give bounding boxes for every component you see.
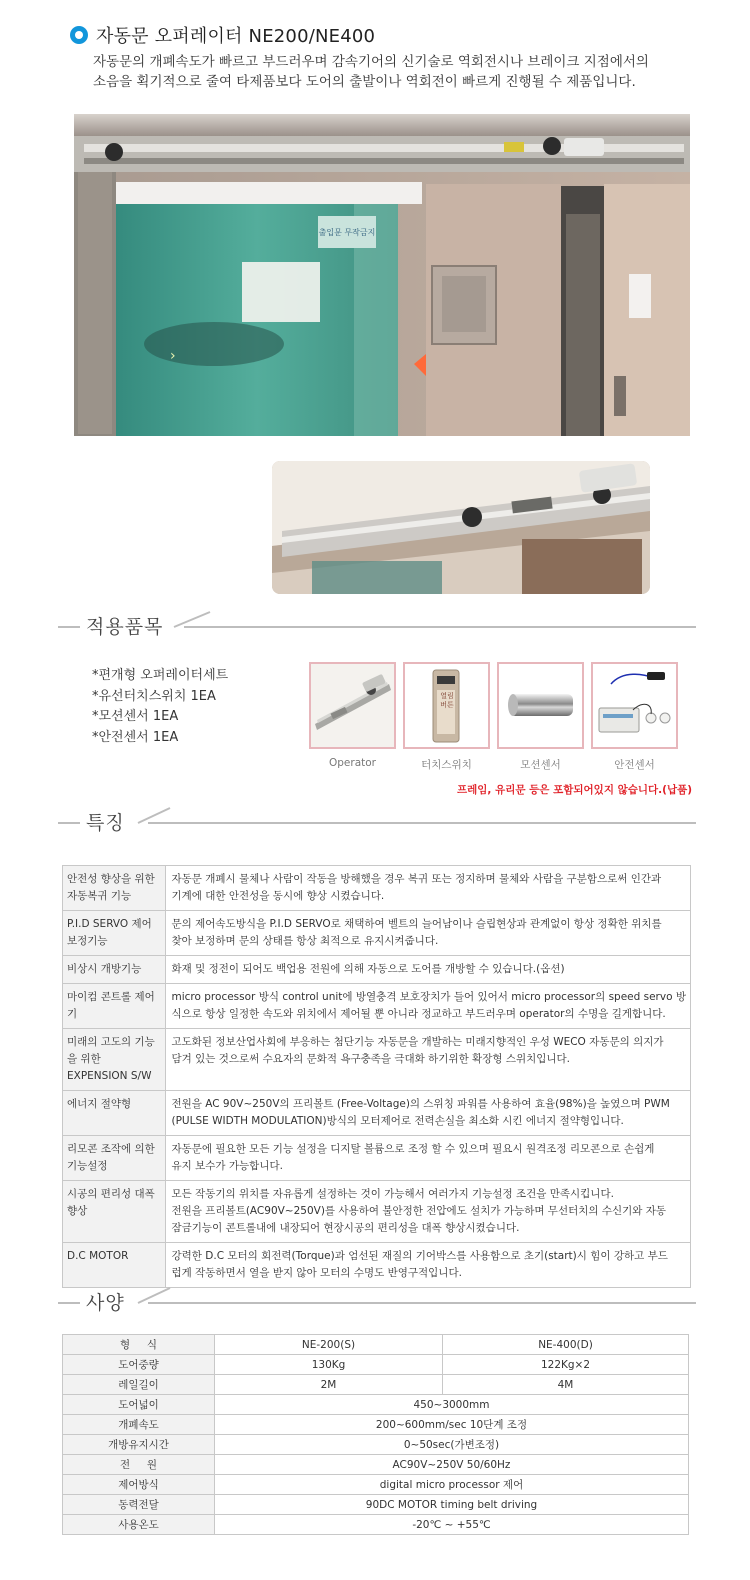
spec-name-cell: 레일길이 <box>63 1375 215 1395</box>
feature-description-cell <box>165 1243 691 1288</box>
motion-sensor-icon <box>499 664 582 747</box>
feature-description-line: 전원을 AC 90V~250V의 프리볼트 (Free-Voltage)의 스위칭 파워를 사용하여 효율(98%)을 높였으며 PWM <box>171 1098 670 1110</box>
product-card-touch-switch <box>403 662 490 749</box>
product-caption: Operator <box>329 757 376 769</box>
table-row <box>63 956 691 984</box>
feature-description-cell <box>165 1181 691 1243</box>
feature-description-line: 전원을 프리볼트(AC90V~250V)를 사용하여 불안정한 전압에도 설치가 가능하며 무선터치의 수신기와 자동 <box>171 1205 667 1217</box>
feature-description-line: 럽게 작동하면서 열을 받지 않아 모터의 수명도 반영구적입니다. <box>171 1267 462 1279</box>
operator-detail-photo <box>272 461 650 594</box>
section-heading-specs <box>58 1284 698 1324</box>
table-row <box>63 1435 689 1455</box>
operator-closeup-illustration <box>272 461 650 594</box>
features-table <box>62 865 691 1288</box>
feature-description-cell <box>165 1091 691 1136</box>
spec-name-cell: 도어중량 <box>63 1355 215 1375</box>
operator-rail-icon <box>311 664 394 747</box>
spec-value-cell: 122Kg×2 <box>443 1355 689 1375</box>
feature-description-cell <box>165 1136 691 1181</box>
feature-name-line: 기능설정 <box>67 1160 108 1172</box>
table-row <box>63 1395 689 1415</box>
spec-value-cell: 450~3000mm <box>215 1395 689 1415</box>
page-title: 자동문 오퍼레이터 NE200/NE400 <box>96 26 376 47</box>
section-heading-features <box>58 804 698 844</box>
spec-value-cell: -20℃ ~ +55℃ <box>215 1515 689 1535</box>
feature-description-line: 식으로 항상 일정한 속도와 위치에서 제어될 뿐 아니라 정교하고 부드러우며 operator의 수명을 길게합니다. <box>171 1008 666 1020</box>
main-product-photo <box>74 114 690 436</box>
table-row <box>63 1515 689 1535</box>
feature-name-line: 미래의 고도의 기능을 위한 <box>67 1036 155 1065</box>
feature-name-cell <box>63 1243 166 1288</box>
spec-value-cell: 4M <box>443 1375 689 1395</box>
table-row <box>63 1475 689 1495</box>
spec-value-cell: 200~600mm/sec 10단계 조정 <box>215 1415 689 1435</box>
feature-description-cell <box>165 984 691 1029</box>
spec-value-cell: 0~50sec(가변조정) <box>215 1435 689 1455</box>
spec-name-cell: 제어방식 <box>63 1475 215 1495</box>
feature-name-cell <box>63 1136 166 1181</box>
feature-name-line: 비상시 개방기능 <box>67 963 142 975</box>
feature-description-line: 모든 작동기의 위치를 자유롭게 설정하는 것이 가능해서 여러가지 기능설정 조건을 만족시킵니다. <box>171 1188 614 1200</box>
feature-name-line: D.C MOTOR <box>67 1250 129 1262</box>
feature-description-cell <box>165 1029 691 1091</box>
feature-name-cell <box>63 956 166 984</box>
feature-description-line: 찾아 보정하며 문의 상태를 항상 최적으로 유지시켜줍니다. <box>171 935 439 947</box>
product-caption: 모션센서 <box>520 759 561 771</box>
table-row <box>63 1355 689 1375</box>
table-row <box>63 1181 691 1243</box>
feature-description-line: 강력한 D.C 모터의 회전력(Torque)과 엄선된 재질의 기어박스를 사용함으로 초기(start)시 힘이 강하고 부드 <box>171 1250 668 1262</box>
switch-face-text: 열림 버튼 <box>440 692 454 709</box>
section-heading-label: 적용품목 <box>86 616 164 638</box>
product-caption: 터치스위치 <box>421 759 472 771</box>
product-card-operator <box>309 662 396 749</box>
spec-value-cell: 2M <box>215 1375 443 1395</box>
spec-value-cell: 130Kg <box>215 1355 443 1375</box>
feature-description-line: 자동문에 필요한 모든 기능 설정을 디지탈 볼륨으로 조정 할 수 있으며 필요시 원격조정 리모콘으로 손쉽게 <box>171 1143 655 1155</box>
table-row <box>63 1091 691 1136</box>
feature-description-line: 자동문 개폐시 물체나 사람이 작동을 방해했을 경우 복귀 또는 정지하며 물체와 사람을 구분함으로써 인간과 <box>171 873 662 885</box>
spec-name-cell: 형 식 <box>63 1335 215 1355</box>
safety-sensor-icon <box>593 664 676 747</box>
feature-name-line: 에너지 절약형 <box>67 1098 132 1110</box>
spec-value-cell: NE-400(D) <box>443 1335 689 1355</box>
feature-name-line: 마이컴 콘트롤 제어기 <box>67 991 155 1020</box>
feature-description-line: 화재 및 정전이 되어도 백업용 전원에 의해 자동으로 도어를 개방할 수 있습니다.(옵션) <box>171 963 565 975</box>
spec-value-cell: AC90V~250V 50/60Hz <box>215 1455 689 1475</box>
spec-name-cell: 개방유지시간 <box>63 1435 215 1455</box>
feature-description-line: 유지 보수가 가능합니다. <box>171 1160 283 1172</box>
list-item: *모션센서 1EA <box>92 709 179 724</box>
feature-name-line: 자동복귀 기능 <box>67 890 132 902</box>
spec-value-cell: NE-200(S) <box>215 1335 443 1355</box>
spec-value-cell: digital micro processor 제어 <box>215 1475 689 1495</box>
feature-name-line: 안전성 향상을 위한 <box>67 873 155 885</box>
spec-name-cell: 전 원 <box>63 1455 215 1475</box>
spec-name-cell: 동력전달 <box>63 1495 215 1515</box>
table-row <box>63 1375 689 1395</box>
section-heading-label: 사양 <box>86 1292 125 1314</box>
feature-name-line: 리모콘 조작에 의한 <box>67 1143 155 1155</box>
feature-name-cell <box>63 911 166 956</box>
intro-line: 자동문의 개폐속도가 빠르고 부드러우며 감속기어의 신기술로 역회전시나 브레이크 지점에서의 <box>93 54 649 70</box>
spec-value-cell: 90DC MOTOR timing belt driving <box>215 1495 689 1515</box>
feature-description-line: 고도화된 정보산업사회에 부응하는 첨단기능 자동문을 개발하는 미래지향적인 우성 WECO 자동문의 의지가 <box>171 1036 664 1048</box>
table-row <box>63 1415 689 1435</box>
intro-text <box>93 52 713 92</box>
feature-name-cell <box>63 1091 166 1136</box>
feature-description-line: 문의 제어속도방식을 P.I.D SERVO로 채택하여 벨트의 늘어남이나 슬립현상과 관계없이 항상 정확한 위치를 <box>171 918 662 930</box>
table-row <box>63 1335 689 1355</box>
svg-text:›: › <box>170 348 176 364</box>
list-item: *편개형 오퍼레이터세트 <box>92 668 229 683</box>
feature-name-line: P.I.D SERVO 제어보정기능 <box>67 918 152 947</box>
spec-name-cell: 사용온도 <box>63 1515 215 1535</box>
feature-name-cell <box>63 984 166 1029</box>
feature-description-line: micro processor 방식 control unit에 방열충격 보호장치가 들어 있어서 micro processor의 speed servo 방 <box>171 991 686 1003</box>
specs-table <box>62 1334 689 1535</box>
feature-name-line: 시공의 편리성 대폭 향상 <box>67 1188 155 1217</box>
table-row <box>63 911 691 956</box>
intro-line: 소음을 획기적으로 줄여 타제품보다 도어의 출발이나 역회전이 빠르게 진행될 수 제품입니다. <box>93 74 636 90</box>
feature-description-cell <box>165 866 691 911</box>
table-row <box>63 1029 691 1091</box>
table-row <box>63 1455 689 1475</box>
table-row <box>63 1136 691 1181</box>
section-heading-products <box>58 608 698 648</box>
section-heading-label: 특징 <box>86 812 125 834</box>
table-row <box>63 1495 689 1515</box>
feature-description-cell <box>165 911 691 956</box>
table-row <box>63 1243 691 1288</box>
feature-name-cell <box>63 866 166 911</box>
product-card-safety-sensor <box>591 662 678 749</box>
product-caption: 안전센서 <box>614 759 655 771</box>
feature-description-cell <box>165 956 691 984</box>
table-row <box>63 866 691 911</box>
feature-name-cell <box>63 1181 166 1243</box>
feature-description-line: 담겨 있는 것으로써 수요자의 문화적 욕구충족을 극대화 하기위한 확장형 스위치입니다. <box>171 1053 571 1065</box>
product-card-motion-sensor <box>497 662 584 749</box>
list-item: *안전센서 1EA <box>92 729 179 745</box>
door-notice-text: 출입문 무작금지 <box>318 228 376 237</box>
page-title-row <box>70 22 375 48</box>
list-item: *유선터치스위치 1EA <box>92 688 216 704</box>
feature-description-line: 잠금기능이 콘트롤내에 내장되어 현장시공의 편리성을 대폭 향상시켰습니다. <box>171 1222 520 1234</box>
circle-bullet-icon <box>70 26 88 44</box>
table-row <box>63 984 691 1029</box>
feature-description-line: (PULSE WIDTH MODULATION)방식의 모터제어로 전력손실을 최소화 시킨 에너지 절약형입니다. <box>171 1115 624 1127</box>
spec-name-cell: 도어넓이 <box>63 1395 215 1415</box>
feature-name-line: EXPENSION S/W <box>67 1070 152 1082</box>
spec-name-cell: 개폐속도 <box>63 1415 215 1435</box>
feature-name-cell <box>63 1029 166 1091</box>
exclusion-note: 프레임, 유리문 등은 포함되어있지 않습니다.(납품) <box>457 784 693 796</box>
automatic-door-photo-illustration <box>74 114 690 436</box>
feature-description-line: 기계에 대한 안전성을 동시에 향상 시켰습니다. <box>171 890 385 902</box>
included-items-list <box>92 666 228 748</box>
